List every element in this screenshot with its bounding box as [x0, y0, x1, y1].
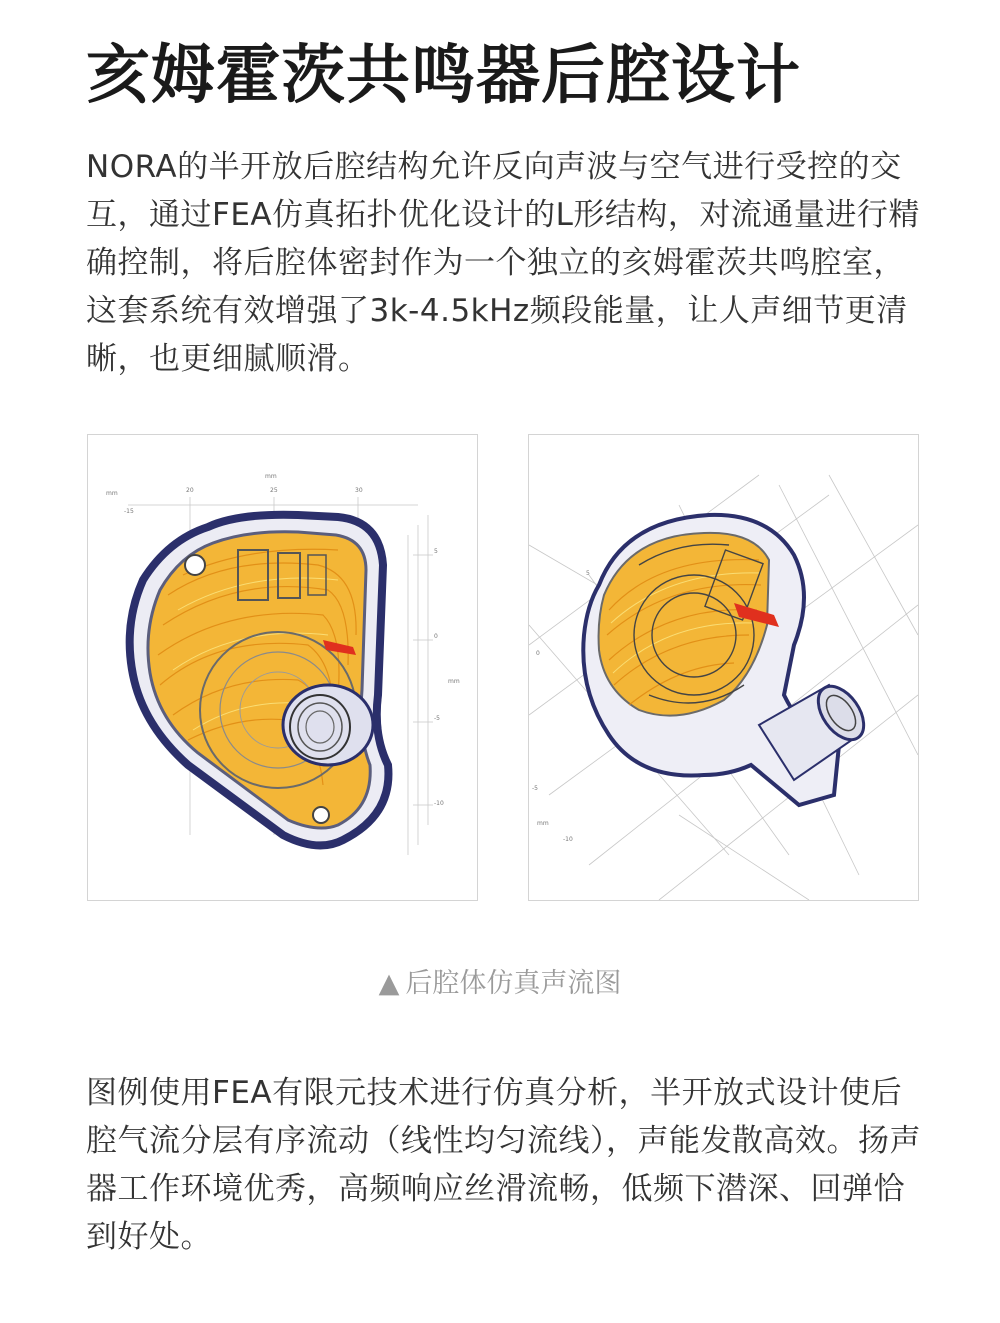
intro-paragraph: NORA的半开放后腔结构允许反向声波与空气进行受控的交互，通过FEA仿真拓扑优化设计的L形结构，对流通量进行精确控制，将后腔体密封作为一个独立的亥姆霍茨共鸣腔室，这套系统有效增强了3k-4.5kHz频段能量，让人声细节更清晰，也更细腻顺滑。 — [86, 149, 920, 377]
nozzle-left — [283, 685, 373, 765]
tick-right-0: 5 — [434, 548, 438, 555]
right-tick-1: 0 — [536, 650, 540, 657]
right-axis-unit: mm — [537, 820, 549, 827]
figure-left-simulation — [87, 434, 478, 901]
figure-caption — [0, 962, 1000, 1006]
tick-top-3: 30 — [355, 487, 363, 494]
axis-unit-top: mm — [106, 490, 118, 497]
tick-right-2: -5 — [434, 715, 440, 722]
right-tick-2: -5 — [532, 785, 538, 792]
right-simulation-graphic — [529, 435, 918, 900]
shell-inner-flow — [148, 532, 370, 828]
closing-paragraph: 图例使用FEA有限元技术进行仿真分析，半开放式设计使后腔气流分层有序流动（线性均匀流线），声能发散高效。扬声器工作环境优秀，高频响应丝滑流畅，低频下潜深、回弹恰到好处。 — [86, 1075, 921, 1255]
left-simulation-graphic — [88, 435, 477, 900]
figure-right-simulation — [528, 434, 919, 901]
axis-unit-top-2: mm — [265, 473, 277, 480]
tick-right-1: 0 — [434, 633, 438, 640]
axis-unit-right: mm — [448, 678, 460, 685]
tick-top-2: 25 — [270, 487, 278, 494]
caption-text: 后腔体仿真声流图 — [405, 968, 622, 999]
tick-right-3: -10 — [434, 800, 444, 807]
page-title: 亥姆霍茨共鸣器后腔设计 — [86, 39, 801, 113]
tick-top-0: -15 — [124, 508, 134, 515]
triangle-icon: ▲ — [378, 968, 400, 999]
tick-top-1: 20 — [186, 487, 194, 494]
right-tick-0: 5 — [586, 570, 590, 577]
right-tick-3: -10 — [563, 836, 573, 843]
